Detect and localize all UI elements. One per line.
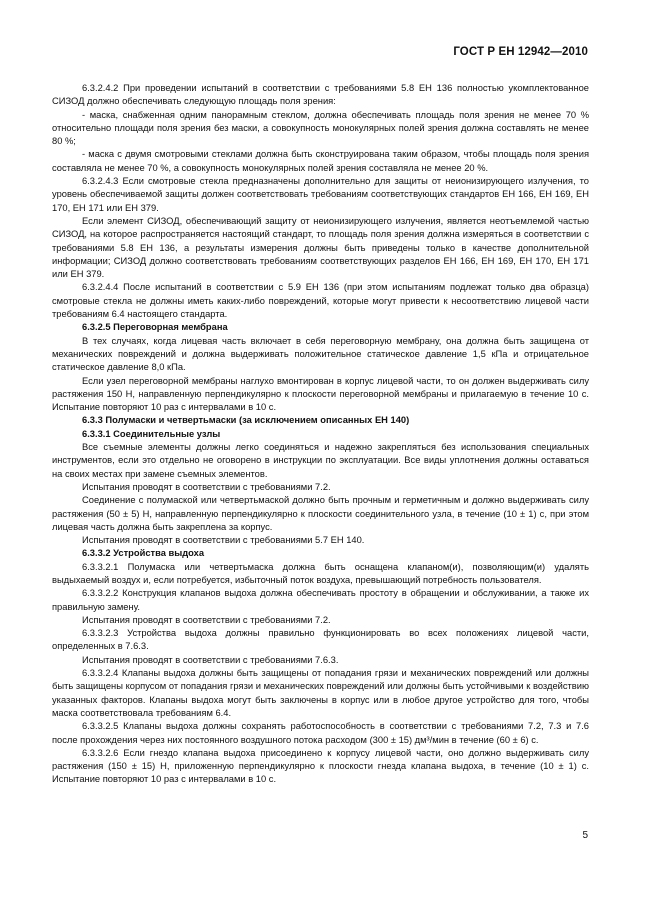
paragraph: 6.3.2.4.2 При проведении испытаний в соответствии с требованиями 5.8 ЕН 136 полностью укомплектованное СИЗОД должно обеспечивать следующую площадь поля зрения:: [52, 83, 589, 107]
paragraph: 6.3.3.2.4 Клапаны выдоха должны быть защищены от попадания грязи и механических повреждений или должны быть защищены корпусом от попадания грязи и механических повреждений или должны быть устойчивыми к воздействию указанных факторов. Клапаны выдоха могут быть заключены в корпус или в любое другое устройство для того, чтобы маска соответствовала требованиям 6.4.: [52, 668, 589, 718]
paragraph: 6.3.3.2.6 Если гнездо клапана выдоха присоединено к корпусу лицевой части, оно должно выдерживать силу растяжения (150 ± 15) Н, приложенную перпендикулярно к плоскости гнезда клапана выдоха, в течение (10 ± 1) с. Испытание повторяют 10 раз с интервалами в 10 с.: [52, 747, 589, 785]
paragraph: 6.3.2.4.3 Если смотровые стекла предназначены дополнительно для защиты от неионизирующего излучения, то уровень обеспечиваемой защиты должен соответствовать требованиям соответствующих стандартов ЕН 166, ЕН 169, ЕН 170, ЕН 171 или ЕН 379.: [52, 176, 589, 213]
section-heading: 6.3.3.1 Соединительные узлы: [82, 428, 221, 439]
paragraph: Если узел переговорной мембраны наглухо вмонтирован в корпус лицевой части, то он должен выдерживать силу растяжения 150 Н, направленную перпендикулярно к плоскости переговорной мембраны и прилагаемую в течение 10 с. Испытание повторяют 10 раз с интервалами в 10 с.: [52, 375, 589, 413]
paragraph: 6.3.3.2.2 Конструкция клапанов выдоха должна обеспечивать простоту в обращении и обслуживании, а также их правильную замену.: [52, 588, 589, 612]
paragraph: 6.3.2.4.4 После испытаний в соответствии с 5.9 ЕН 136 (при этом испытаниям подлежат только два образца) смотровые стекла не должны иметь каких-либо повреждений, которые могут привести к несоответствию лицевой части требованиям 6.4 настоящего стандарта.: [52, 282, 589, 320]
paragraph: - маска с двумя смотровыми стеклами должна быть сконструирована таким образом, чтобы площадь поля зрения составляла не менее 70 %, а совокупность монокулярных полей зрения составляла не менее 20 %.: [52, 149, 589, 173]
paragraph: - маска, снабженная одним панорамным стеклом, должна обеспечивать площадь поля зрения не менее 70 % относительно площади поля зрения без маски, а совокупность монокулярных полей зрения должна составлять не менее 80 %;: [52, 109, 589, 147]
paragraph: Испытания проводят в соответствии с требованиями 7.2.: [82, 614, 331, 625]
section-heading: 6.3.2.5 Переговорная мембрана: [82, 322, 228, 333]
paragraph: 6.3.3.2.1 Полумаска или четвертьмаска должна быть оснащена клапаном(и), позволяющим(и) удалять выдыхаемый воздух и, если потребуется, избыточный поток воздуха, превышающий потребность пользователя.: [52, 561, 589, 585]
paragraph: 6.3.3.2.3 Устройства выдоха должны правильно функционировать во всех положениях лицевой части, определенных в 7.6.3.: [52, 628, 589, 652]
standard-header: ГОСТ Р ЕН 12942—2010: [453, 46, 588, 58]
paragraph: Соединение с полумаской или четвертьмаской должно быть прочным и герметичным и должно выдерживать силу растяжения (50 ± 5) Н, направленную перпендикулярно к плоскости соединительного узла, в течение (10 ± 1) с, при этом лицевая часть должна быть закреплена за корпус.: [52, 495, 589, 532]
paragraph: Испытания проводят в соответствии с требованиями 5.7 ЕН 140.: [82, 535, 365, 546]
paragraph: Все съемные элементы должны легко соединяться и надежно закрепляться без использования специальных инструментов, если это отдельно не оговорено в инструкции по эксплуатации. Все виды уплотнения должны оставаться на своих местах при замене съемных элементов.: [52, 442, 589, 479]
paragraph: Испытания проводят в соответствии с требованиями 7.2.: [82, 481, 331, 492]
section-heading: 6.3.3.2 Устройства выдоха: [82, 548, 205, 559]
document-body: [52, 82, 589, 787]
paragraph: 6.3.3.2.5 Клапаны выдоха должны сохранять работоспособность в соответствии с требованиями 7.2, 7.3 и 7.6 после прохождения через них постоянного воздушного потока расходом (300 ± 15) дм³/мин в течение (60 ± 6) с.: [52, 721, 589, 745]
paragraph: В тех случаях, когда лицевая часть включает в себя переговорную мембрану, она должна быть защищена от механических повреждений и должна выдерживать положительное статическое давление 1,5 кПа и отрицательное статическое давление 8,0 кПа.: [52, 335, 589, 373]
page-number: 5: [582, 830, 588, 841]
section-heading: 6.3.3 Полумаски и четвертьмаски (за исключением описанных ЕН 140): [82, 415, 410, 426]
paragraph: Если элемент СИЗОД, обеспечивающий защиту от неионизирующего излучения, является неотъемлемой частью СИЗОД, на которое распространяется настоящий стандарт, то площадь поля зрения должна измеряться в соответствии с требованиями 5.8 ЕН 136, а результаты измерения должны быть приведены только в качестве дополнительной информации; СИЗОД должно соответствовать требованиям соответствующих разделов ЕН 166, ЕН 169, ЕН 170, ЕН 171 или ЕН 379.: [52, 215, 589, 280]
paragraph: Испытания проводят в соответствии с требованиями 7.6.3.: [82, 654, 339, 665]
